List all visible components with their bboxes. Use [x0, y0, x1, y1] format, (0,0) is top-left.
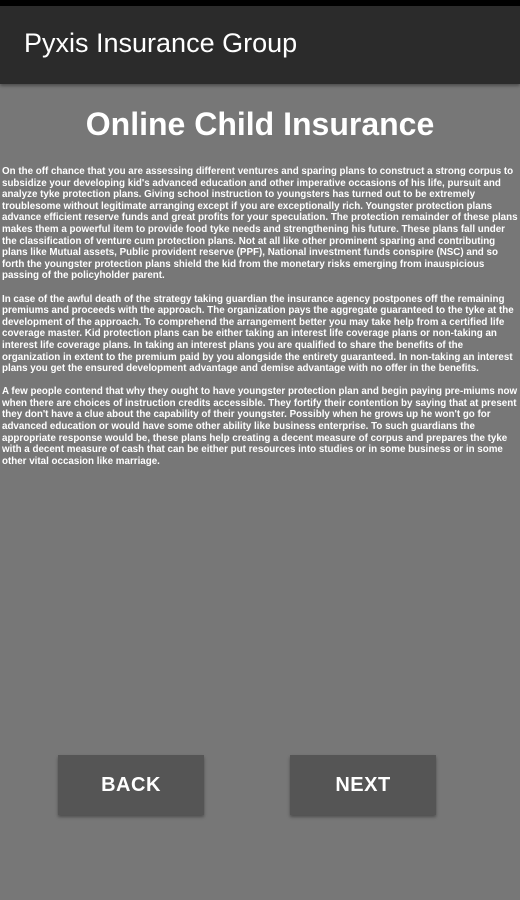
paragraph-3: A few people contend that why they ought to have youngster protection plan and begin paying pre-miums now when there are choices of instruction credits accessible. They fortify their contention by saying that at present they don't have a clue about the capability of their youngster. Possibly when he grows up he won't go for advanced education or would have some other ability like business enterprise. To such guardians the appropriate response would be, these plans help creating a decent measure of corpus and prepares the tyke with a decent measure of cash that can be either put resources into studies or in some business or in some other vital occasion like marriage.: [2, 386, 518, 467]
paragraph-2: In case of the awful death of the strategy taking guardian the insurance agency postpones off the remaining premiums and proceeds with the approach. The organization pays the aggregate guaranteed to the tyke at the development of the approach. To comprehend the arrangement better you may take help from a certified life coverage master. Kid protection plans can be either taking an interest life coverage plans or non-taking an interest life coverage plans. In taking an interest plans you are qualified to share the benefits of the organization in extent to the premium paid by you alongside the entirety guaranteed. In non-taking an interest plans you get the ensured development advantage and demise advantage with no offer in the benefits.: [2, 293, 514, 375]
next-button[interactable]: NEXT: [290, 755, 436, 815]
article-body: [2, 166, 518, 479]
page-title: Online Child Insurance: [85, 106, 435, 142]
app-bar: [0, 6, 520, 84]
paragraph-1: On the off chance that you are assessing different ventures and sparing plans to construct a strong corpus to subsidize your developing kid's advanced education and other imperative occasions of his life, pursuit and analyze tyke protection plans. Giving school instruction to youngsters has turned out to be extremely troublesome without legitimate arranging except if you are exceptionally rich. Youngster protection plans advance efficient reserve funds and great profits for your speculation. The protection remainder of these plans makes them a powerful item to provide food tyke needs and strengthening his future. These plans fall under the classification of venture cum protection plans. Not at all like other prominent sparing and contributing plans like Mutual assets, Public provident reserve (PPF), National investment funds conspire (NSC) and so forth the youngster protection plans shield the kid from the monetary risks emerging from inauspicious passing of the policyholder parent.: [2, 166, 518, 282]
back-button[interactable]: BACK: [58, 755, 204, 815]
app-title: Pyxis Insurance Group: [24, 28, 298, 58]
